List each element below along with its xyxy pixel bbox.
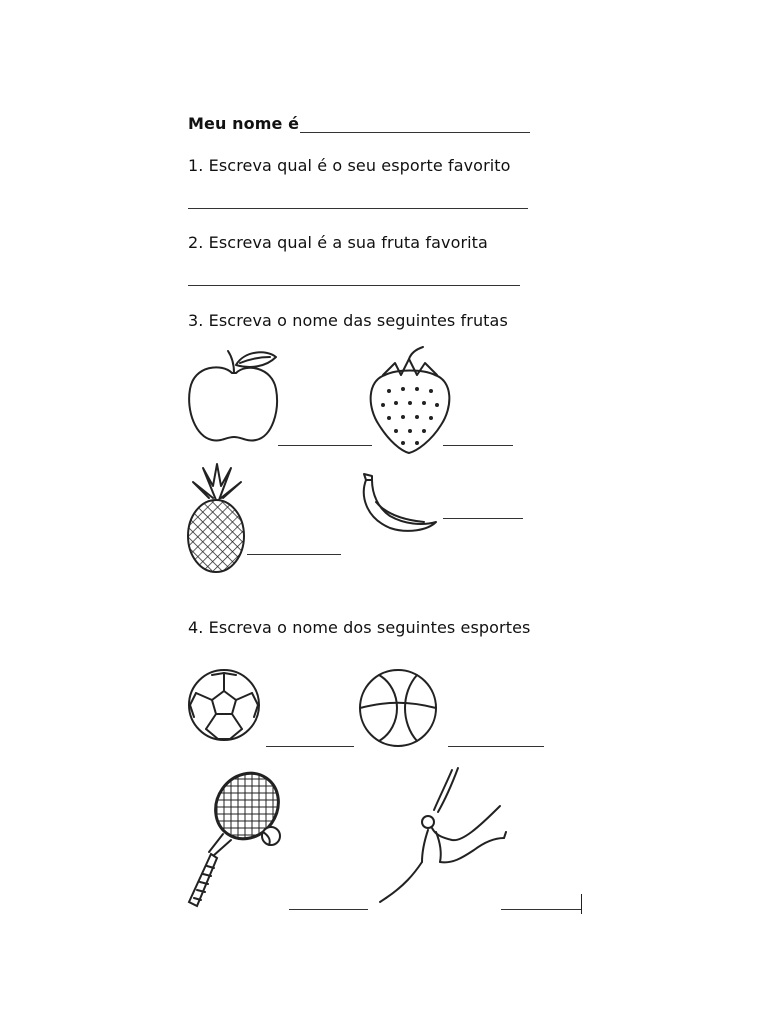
basketball-icon (357, 667, 439, 749)
question-1-answer-line[interactable] (188, 208, 528, 209)
question-3: 3. Escreva o nome das seguintes frutas (188, 311, 508, 330)
banana-icon (356, 472, 442, 538)
pineapple-icon (183, 462, 249, 574)
strawberry-answer-line[interactable] (443, 445, 513, 446)
question-1: 1. Escreva qual é o seu esporte favorito (188, 156, 511, 175)
banana-answer-line[interactable] (443, 518, 523, 519)
soccer-ball-icon (186, 667, 262, 743)
question-2-answer-line[interactable] (188, 285, 520, 286)
question-4: 4. Escreva o nome dos seguintes esportes (188, 618, 531, 637)
name-answer-line[interactable] (300, 132, 530, 133)
soccer-answer-line[interactable] (266, 746, 354, 747)
gymnastics-answer-line[interactable] (501, 909, 581, 910)
strawberry-icon (365, 345, 455, 457)
tennis-racket-icon (183, 768, 295, 910)
pineapple-answer-line[interactable] (247, 554, 341, 555)
gymnast-icon (378, 766, 508, 908)
tennis-answer-line[interactable] (289, 909, 368, 910)
apple-answer-line[interactable] (278, 445, 372, 446)
question-2: 2. Escreva qual é a sua fruta favorita (188, 233, 488, 252)
name-label: Meu nome é (188, 114, 300, 133)
apple-icon (184, 345, 284, 445)
basketball-answer-line[interactable] (448, 746, 544, 747)
margin-tick (581, 894, 582, 914)
